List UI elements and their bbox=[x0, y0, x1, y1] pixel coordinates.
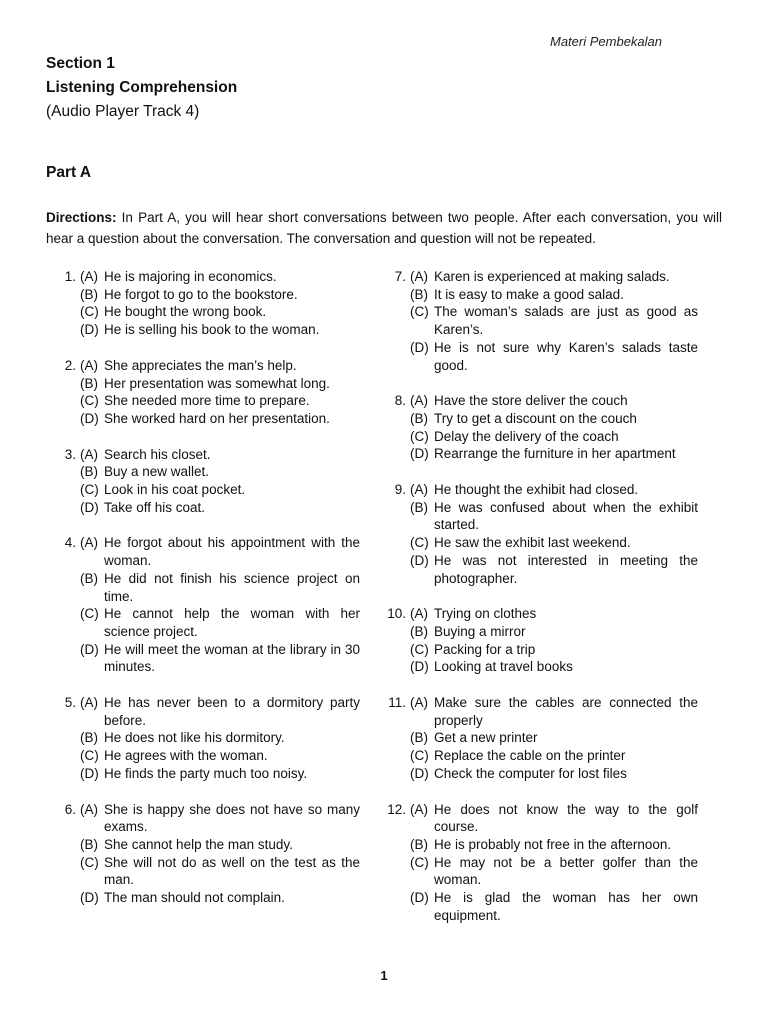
question-item bbox=[372, 605, 698, 676]
option-letter: (C) bbox=[80, 304, 99, 320]
option-text: Rearrange the furniture in her apartment bbox=[434, 446, 676, 462]
option-text: He may not be a better golfer than the woman. bbox=[434, 854, 698, 888]
answer-option bbox=[410, 801, 698, 836]
answer-options bbox=[410, 481, 698, 587]
answer-options bbox=[410, 694, 698, 783]
option-text: He forgot about his appointment with the woman. bbox=[104, 535, 360, 569]
answer-option bbox=[410, 694, 698, 729]
option-letter: (D) bbox=[80, 890, 99, 906]
answer-option bbox=[80, 392, 360, 410]
option-text: He is selling his book to the woman. bbox=[104, 322, 320, 338]
option-text: He does not know the way to the golf course. bbox=[434, 801, 698, 835]
answer-option bbox=[80, 854, 360, 889]
question-item bbox=[50, 801, 360, 907]
option-letter: (D) bbox=[410, 659, 429, 675]
answer-options bbox=[410, 392, 698, 463]
audio-track-label: (Audio Player Track 4) bbox=[46, 103, 200, 120]
option-letter: (A) bbox=[80, 269, 98, 284]
option-letter: (D) bbox=[80, 765, 99, 781]
option-text: He is glad the woman has her own equipment. bbox=[434, 890, 698, 923]
option-text: Trying on clothes bbox=[434, 606, 537, 622]
option-letter: (C) bbox=[80, 482, 99, 498]
option-letter: (B) bbox=[410, 730, 428, 746]
option-text: He is majoring in economics. bbox=[104, 269, 277, 284]
answer-option bbox=[410, 729, 698, 747]
questions-right-column bbox=[372, 268, 698, 943]
answer-option bbox=[80, 410, 360, 428]
option-text: The woman’s salads are just as good as Karen’s. bbox=[434, 304, 698, 338]
question-number: 3. bbox=[64, 446, 76, 462]
answer-option bbox=[410, 481, 698, 499]
option-text: He was confused about when the exhibit started. bbox=[434, 499, 698, 533]
option-letter: (D) bbox=[410, 552, 429, 568]
header-note: Materi Pembekalan bbox=[550, 34, 662, 49]
option-text: He does not like his dormitory. bbox=[104, 730, 285, 746]
section-subtitle: Listening Comprehension bbox=[46, 79, 238, 96]
option-letter: (B) bbox=[80, 464, 98, 480]
answer-option bbox=[80, 321, 360, 339]
answer-option bbox=[410, 286, 698, 304]
answer-option bbox=[410, 889, 698, 924]
option-text: He agrees with the woman. bbox=[104, 748, 268, 764]
question-item bbox=[50, 446, 360, 517]
option-letter: (D) bbox=[410, 339, 429, 355]
answer-option bbox=[80, 463, 360, 481]
option-letter: (B) bbox=[410, 623, 428, 639]
question-item bbox=[372, 481, 698, 587]
answer-options bbox=[80, 801, 360, 907]
question-number: 6. bbox=[64, 801, 76, 817]
option-letter: (B) bbox=[410, 410, 428, 426]
option-text: The man should not complain. bbox=[104, 890, 285, 906]
option-letter: (D) bbox=[80, 499, 99, 515]
option-text: He will meet the woman at the library in 30 minutes. bbox=[104, 641, 360, 675]
answer-option bbox=[80, 836, 360, 854]
answer-option bbox=[80, 801, 360, 836]
option-letter: (B) bbox=[80, 836, 98, 852]
answer-option bbox=[80, 481, 360, 499]
option-text: He bought the wrong book. bbox=[104, 304, 267, 320]
directions-label: Directions: bbox=[46, 210, 117, 225]
option-text: He did not finish his science project on time. bbox=[104, 570, 360, 604]
part-heading: Part A bbox=[46, 164, 92, 181]
option-text: Karen is experienced at making salads. bbox=[434, 269, 670, 284]
option-letter: (A) bbox=[410, 482, 428, 498]
question-number: 11. bbox=[388, 695, 406, 711]
option-text: It is easy to make a good salad. bbox=[434, 286, 624, 302]
answer-options bbox=[410, 268, 698, 374]
option-text: He has never been to a dormitory party before. bbox=[104, 695, 360, 728]
answer-option bbox=[410, 268, 698, 286]
questions-left-column bbox=[50, 268, 360, 925]
answer-option bbox=[80, 570, 360, 605]
option-letter: (D) bbox=[410, 765, 429, 781]
option-text: Search his closet. bbox=[104, 446, 211, 462]
option-text: He cannot help the woman with her science project. bbox=[104, 606, 360, 639]
option-letter: (A) bbox=[80, 535, 98, 551]
option-text: She will not do as well on the test as the man. bbox=[104, 854, 360, 888]
question-number: 5. bbox=[64, 695, 76, 711]
question-item bbox=[372, 694, 698, 783]
answer-options bbox=[80, 694, 360, 783]
option-letter: (A) bbox=[80, 695, 98, 711]
answer-option bbox=[80, 268, 360, 286]
question-item bbox=[372, 801, 698, 925]
option-text: He was not interested in meeting the photographer. bbox=[434, 552, 698, 586]
question-item bbox=[50, 268, 360, 339]
option-letter: (B) bbox=[80, 730, 98, 746]
option-letter: (A) bbox=[80, 357, 98, 373]
answer-options bbox=[80, 534, 360, 676]
answer-options bbox=[410, 605, 698, 676]
answer-option bbox=[80, 446, 360, 464]
answer-option bbox=[410, 641, 698, 659]
answer-option bbox=[410, 658, 698, 676]
option-text: She cannot help the man study. bbox=[104, 836, 293, 852]
answer-option bbox=[410, 623, 698, 641]
answer-option bbox=[80, 747, 360, 765]
option-text: Take off his coat. bbox=[104, 499, 206, 515]
question-item bbox=[50, 694, 360, 783]
option-letter: (D) bbox=[410, 446, 429, 462]
option-text: Make sure the cables are connected the properly bbox=[434, 695, 698, 728]
option-letter: (C) bbox=[410, 428, 429, 444]
question-number: 1. bbox=[64, 269, 76, 284]
answer-option bbox=[80, 641, 360, 676]
option-letter: (D) bbox=[410, 890, 429, 906]
option-text: He finds the party much too noisy. bbox=[104, 765, 308, 781]
option-text: He is probably not free in the afternoon. bbox=[434, 836, 672, 852]
question-item bbox=[50, 534, 360, 676]
option-letter: (C) bbox=[80, 393, 99, 409]
title-block bbox=[46, 52, 237, 124]
answer-option bbox=[80, 694, 360, 729]
option-letter: (C) bbox=[410, 535, 429, 551]
answer-option bbox=[410, 534, 698, 552]
answer-option bbox=[80, 729, 360, 747]
answer-option bbox=[410, 339, 698, 374]
directions-text: In Part A, you will hear short conversations between two people. After each conversation, you will hear a question about the conversation. The conversation and question will not be repeated. bbox=[46, 210, 722, 246]
option-text: Buy a new wallet. bbox=[104, 464, 210, 480]
option-letter: (B) bbox=[80, 286, 98, 302]
answer-options bbox=[410, 801, 698, 925]
answer-options bbox=[80, 357, 360, 428]
answer-option bbox=[410, 303, 698, 338]
option-text: Replace the cable on the printer bbox=[434, 748, 626, 764]
page-number: 1 bbox=[380, 968, 388, 983]
option-letter: (A) bbox=[410, 393, 428, 409]
answer-options bbox=[80, 446, 360, 517]
option-letter: (C) bbox=[80, 748, 99, 764]
directions bbox=[46, 207, 722, 249]
option-text: He is not sure why Karen’s salads taste good. bbox=[434, 339, 698, 373]
question-number: 4. bbox=[64, 535, 76, 551]
question-number: 8. bbox=[394, 393, 406, 409]
option-text: Her presentation was somewhat long. bbox=[104, 375, 330, 391]
question-item bbox=[50, 357, 360, 428]
option-text: Packing for a trip bbox=[434, 641, 536, 657]
answer-option bbox=[80, 286, 360, 304]
option-text: Buying a mirror bbox=[434, 623, 526, 639]
option-text: Check the computer for lost files bbox=[434, 765, 627, 781]
option-text: Delay the delivery of the coach bbox=[434, 428, 619, 444]
answer-option bbox=[410, 445, 698, 463]
answer-option bbox=[80, 303, 360, 321]
option-letter: (B) bbox=[410, 836, 428, 852]
answer-option bbox=[80, 605, 360, 640]
answer-option bbox=[80, 534, 360, 569]
answer-option bbox=[410, 428, 698, 446]
question-number: 7. bbox=[394, 269, 406, 284]
option-letter: (C) bbox=[410, 854, 429, 870]
option-letter: (C) bbox=[80, 854, 99, 870]
option-letter: (B) bbox=[80, 375, 98, 391]
option-letter: (A) bbox=[80, 446, 98, 462]
answer-option bbox=[80, 357, 360, 375]
option-text: Look in his coat pocket. bbox=[104, 482, 246, 498]
answer-option bbox=[80, 765, 360, 783]
option-text: He thought the exhibit had closed. bbox=[434, 482, 639, 498]
option-letter: (A) bbox=[410, 801, 428, 817]
question-number: 12. bbox=[387, 801, 406, 817]
option-letter: (D) bbox=[80, 410, 99, 426]
option-text: She needed more time to prepare. bbox=[104, 393, 310, 409]
option-letter: (D) bbox=[80, 641, 99, 657]
answer-option bbox=[410, 747, 698, 765]
option-text: She worked hard on her presentation. bbox=[104, 410, 330, 426]
option-letter: (A) bbox=[410, 606, 428, 622]
option-letter: (D) bbox=[80, 322, 99, 338]
answer-option bbox=[80, 375, 360, 393]
option-text: He forgot to go to the bookstore. bbox=[104, 286, 298, 302]
answer-option bbox=[410, 854, 698, 889]
option-text: Try to get a discount on the couch bbox=[434, 410, 637, 426]
option-letter: (A) bbox=[410, 695, 428, 711]
option-letter: (A) bbox=[80, 801, 98, 817]
question-number: 10. bbox=[387, 606, 406, 622]
option-text: Get a new printer bbox=[434, 730, 538, 746]
answer-option bbox=[410, 765, 698, 783]
answer-option bbox=[410, 410, 698, 428]
question-number: 2. bbox=[64, 357, 76, 373]
question-number: 9. bbox=[394, 482, 406, 498]
question-item bbox=[372, 268, 698, 374]
option-letter: (B) bbox=[410, 499, 428, 515]
answer-option bbox=[410, 836, 698, 854]
option-letter: (A) bbox=[410, 269, 428, 284]
option-letter: (C) bbox=[410, 748, 429, 764]
option-text: He saw the exhibit last weekend. bbox=[434, 535, 631, 551]
option-letter: (C) bbox=[410, 304, 429, 320]
option-text: She appreciates the man’s help. bbox=[104, 357, 297, 373]
answer-option bbox=[410, 605, 698, 623]
option-letter: (C) bbox=[410, 641, 429, 657]
answer-option bbox=[410, 499, 698, 534]
option-text: Have the store deliver the couch bbox=[434, 393, 628, 409]
section-title: Section 1 bbox=[46, 55, 115, 72]
option-letter: (B) bbox=[410, 286, 428, 302]
question-item bbox=[372, 392, 698, 463]
option-letter: (C) bbox=[80, 606, 99, 622]
option-letter: (B) bbox=[80, 570, 98, 586]
answer-options bbox=[80, 268, 360, 339]
answer-option bbox=[80, 889, 360, 907]
answer-option bbox=[410, 552, 698, 587]
answer-option bbox=[410, 392, 698, 410]
option-text: She is happy she does not have so many exams. bbox=[104, 801, 360, 835]
answer-option bbox=[80, 499, 360, 517]
option-text: Looking at travel books bbox=[434, 659, 573, 675]
